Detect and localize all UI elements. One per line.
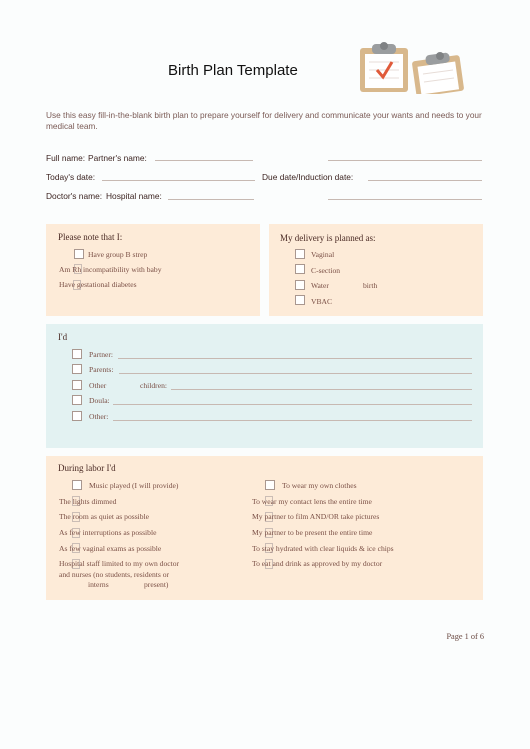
due-date-label: Due date/Induction date: <box>262 172 354 182</box>
hospital-name-label: Hospital name: <box>106 191 162 201</box>
partner-name-field[interactable] <box>155 160 253 161</box>
hospital-name-field[interactable] <box>168 199 254 200</box>
list-item: children: <box>140 381 167 390</box>
please-note-panel <box>46 224 260 316</box>
checkbox-vaginal[interactable] <box>295 249 305 259</box>
list-item: Partner: <box>89 350 114 359</box>
list-item: To wear my contact lens the entire time <box>252 497 372 506</box>
checkbox-partner[interactable] <box>72 349 82 359</box>
partner-field[interactable] <box>118 358 472 359</box>
full-name-field[interactable] <box>328 160 482 161</box>
list-item: birth <box>363 281 378 290</box>
list-item: VBAC <box>311 297 333 306</box>
doctor-name-field[interactable] <box>328 199 482 200</box>
list-item: Water <box>311 281 329 290</box>
list-item: My partner to be present the entire time <box>252 528 373 537</box>
checkbox-doula[interactable] <box>72 395 82 405</box>
intro-text: Use this easy fill-in-the-blank birth plan to prepare yourself for delivery and communicate your wants and needs to your medical team. <box>46 110 482 131</box>
list-item: As few interruptions as possible <box>59 528 157 537</box>
clipboard-check-icon <box>356 42 416 94</box>
labor-panel <box>46 456 483 600</box>
list-item: My partner to film AND/OR take pictures <box>252 512 380 521</box>
list-item: Parents: <box>89 365 114 374</box>
checkbox-other[interactable] <box>72 411 82 421</box>
list-item: Vaginal <box>311 250 335 259</box>
list-item: C-section <box>311 266 341 275</box>
delivery-title: My delivery is planned as: <box>280 233 376 243</box>
list-item: To eat and drink as approved by my doctor <box>252 559 383 568</box>
list-item: To wear my own clothes <box>282 481 357 490</box>
page-title: Birth Plan Template <box>168 62 298 79</box>
list-item: and nurses (no students, residents or <box>59 570 170 579</box>
todays-date-label: Today's date: <box>46 172 96 182</box>
checkbox-other-children[interactable] <box>72 380 82 390</box>
due-date-field[interactable] <box>368 180 482 181</box>
clipboard-icon <box>410 52 468 94</box>
list-item: The lights dimmed <box>59 497 117 506</box>
list-item: interns <box>88 580 109 589</box>
list-item: present) <box>144 580 169 589</box>
checkbox-vbac[interactable] <box>295 295 305 305</box>
checkbox-group-b-strep[interactable] <box>74 249 84 259</box>
page-number: Page 1 of 6 <box>446 632 484 641</box>
list-item: As few vaginal exams as possible <box>59 544 162 553</box>
list-item: Have gestational diabetes <box>59 280 137 289</box>
checkbox-c-section[interactable] <box>295 264 305 274</box>
list-item: Hospital staff limited to my own doctor <box>59 559 180 568</box>
list-item: The room as quiet as possible <box>59 512 150 521</box>
other-children-field[interactable] <box>171 389 472 390</box>
please-note-title: Please note that I: <box>58 232 123 242</box>
checkbox-water-birth[interactable] <box>295 280 305 290</box>
list-item: Other <box>89 381 107 390</box>
full-name-label: Full name: <box>46 153 86 163</box>
parents-field[interactable] <box>119 373 472 374</box>
checkbox-own-clothes[interactable] <box>265 480 275 490</box>
list-item: Music played (I will provide) <box>89 481 179 490</box>
support-panel <box>46 324 483 448</box>
list-item: To stay hydrated with clear liquids & ice chips <box>252 544 394 553</box>
partner-name-label: Partner's name: <box>88 153 147 163</box>
doctor-name-label: Doctor's name: <box>46 191 103 201</box>
delivery-panel <box>269 224 483 316</box>
support-title: I'd <box>58 332 68 342</box>
list-item: Am Rh incompatibility with baby <box>59 265 162 274</box>
doula-field[interactable] <box>113 404 472 405</box>
list-item: Other: <box>89 412 109 421</box>
list-item: Doula: <box>89 396 110 405</box>
checkbox-parents[interactable] <box>72 364 82 374</box>
checkbox-music[interactable] <box>72 480 82 490</box>
list-item: Have group B strep <box>88 250 148 259</box>
other-field[interactable] <box>113 420 472 421</box>
todays-date-field[interactable] <box>102 180 255 181</box>
labor-title: During labor I'd <box>58 463 116 473</box>
